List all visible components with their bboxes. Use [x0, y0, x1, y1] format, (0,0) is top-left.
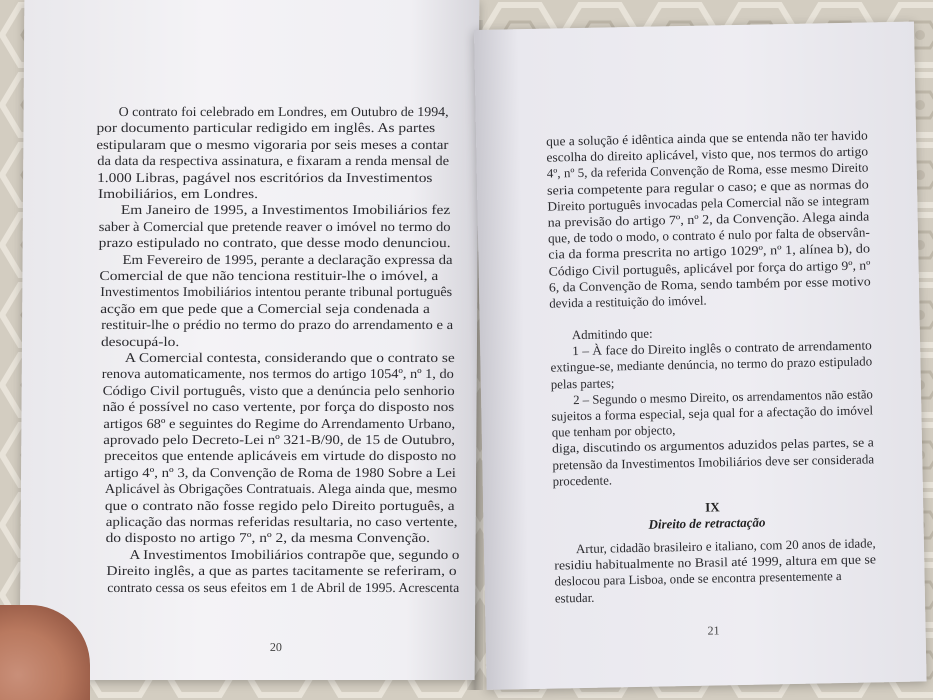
left-page-line: artigo 4º, nº 3, da Convenção de Roma de 1980 Sobre a Lei	[104, 464, 457, 480]
left-page-line: 1.000 Libras, pagável nos escritórios da Investimentos	[97, 169, 433, 185]
right-page-line: Artur, cidadão brasileiro e italiano, com 20 anos de idade,	[575, 536, 876, 557]
section-number: IX	[705, 499, 720, 515]
left-page-line: artigos 68º e seguintes do Regime do Arrendamento Urbano,	[102, 415, 455, 431]
left-page-line: Imobiliários, em Londres.	[97, 186, 258, 201]
left-page-line: contrato cessa os seus efeitos em 1 de Abril de 1995. Acrescenta	[106, 579, 459, 595]
right-page-line: que tenham por objecto,	[551, 423, 676, 440]
left-page-line: prazo estipulado no contrato, que desse modo denunciou.	[98, 235, 451, 251]
section-title: Direito de retractação	[648, 514, 766, 532]
left-page-line: estipularam que o mesmo vigoraria por seis meses a contar	[96, 136, 449, 152]
left-page-line: saber à Comercial que pretende reaver o imóvel no termo do	[98, 218, 451, 234]
left-page-line: aprovado pelo Decreto-Lei nº 321-B/90, de 15 de Outubro,	[103, 432, 456, 447]
right-page-number: 21	[707, 623, 720, 638]
left-page-line: Aplicável às Obrigações Contratuais. Alega ainda que, mesmo	[104, 481, 457, 497]
right-page-line: que a solução é idêntica ainda que se entenda não ter havido	[546, 128, 868, 149]
left-page-line: desocupá-lo.	[100, 333, 180, 349]
right-page-line: Direito português invocadas pela Comercial não se integram	[547, 193, 870, 214]
left-page-line: da data da respectiva assinatura, e fixaram a renda mensal de	[96, 153, 449, 169]
right-page-line: Admitindo que:	[571, 326, 653, 343]
right-page-line: seria competente para regular o caso; e que as normas do	[546, 177, 869, 198]
right-page-line: pretensão da Investimentos Imobiliários deve ser considerada	[552, 451, 875, 473]
right-page-line: extingue-se, mediante denúncia, no termo do prazo estipulado	[550, 354, 873, 375]
left-page-number: 20	[269, 640, 282, 654]
right-page-line: deslocou para Lisboa, onde se encontra presentemente a	[554, 569, 842, 589]
right-page-line: escolha do direito aplicável, visto que, nos termos do artigo	[546, 144, 869, 165]
left-page-line: Direito inglês, a que as partes tacitamente se referiram, o	[106, 563, 457, 579]
right-page-line: pelas partes;	[550, 375, 615, 392]
left-page-line: Em Janeiro de 1995, a Investimentos Imobiliários fez	[120, 202, 451, 218]
left-page-line: que o contrato não fosse regido pelo Direito português, a	[104, 497, 455, 513]
right-page-line: na previsão do artigo 7º, nº 2, da Convenção. Alega ainda	[547, 209, 870, 230]
left-page-line: do disposto no artigo 7º, nº 2, da mesma Convenção.	[105, 530, 431, 546]
left-page-line: preceitos que entende aplicáveis em virtude do disposto no	[103, 448, 456, 464]
left-page-line: por documento particular redigido em inglês. As partes	[95, 120, 435, 136]
right-page-line: residiu habitualmente no Brasil até 1999, altura em que se	[554, 552, 877, 573]
left-page	[20, 0, 480, 680]
right-page-line: 6, da Convenção de Roma, sendo também por esse motivo	[548, 274, 871, 295]
left-page-line: A Comercial contesta, considerando que o contrato se	[124, 350, 455, 365]
left-page-line: renova automaticamente, nos termos do artigo 1054º, nº 1, do	[101, 366, 454, 382]
left-page-line: Em Fevereiro de 1995, perante a declaração expressa da	[122, 251, 453, 267]
right-page-line: Código Civil português, aplicável por força do artigo 9º, nº	[548, 258, 871, 279]
right-page-line: procedente.	[552, 473, 613, 489]
left-page-line: aplicação das normas referidas resultaria, no caso vertente,	[105, 514, 458, 529]
right-page-line: diga, discutindo os argumentos aduzidos pelas partes, se a	[551, 435, 874, 456]
left-page-line: não é possível no caso vertente, por força do disposto nos	[102, 399, 455, 415]
right-page	[474, 22, 927, 690]
left-page-line: restituir-lhe o prédio no termo do prazo do arrendamento e a	[100, 317, 453, 333]
right-page-line: sujeitos a forma especial, seja qual for a afectação do imóvel	[551, 403, 874, 424]
left-page-line: Investimentos Imobiliários intentou perante tribunal português	[99, 284, 452, 300]
left-page-line: acção em que pede que a Comercial seja condenada a	[100, 300, 430, 316]
right-page-line: devida a restituição do imóvel.	[549, 293, 707, 311]
right-page-line: cia da forma prescrita no artigo 1029º, nº 1, alínea b), do	[548, 241, 871, 263]
left-page-line: Comercial de que não tenciona restituir-lhe o imóvel, a	[99, 268, 439, 283]
left-page-line: O contrato foi celebrado em Londres, em Outubro de 1994,	[118, 104, 449, 119]
right-page-line: que, de todo o modo, o contrato é nulo por falta de observân-	[547, 225, 870, 246]
right-page-line: 4º, nº 5, da referida Convenção de Roma, esse mesmo Direito	[546, 160, 869, 182]
right-page-line: 2 – Segundo o mesmo Direito, os arrendamentos não estão	[572, 387, 873, 407]
right-page-line: 1 – À face do Direito inglês o contrato de arrendamento	[572, 338, 872, 359]
left-page-line: A Investimentos Imobiliários contrapõe que, segundo o	[128, 546, 459, 562]
right-page-line: estudar.	[554, 590, 595, 606]
left-page-line: Código Civil português, visto que a denúncia pelo senhorio	[102, 382, 455, 398]
